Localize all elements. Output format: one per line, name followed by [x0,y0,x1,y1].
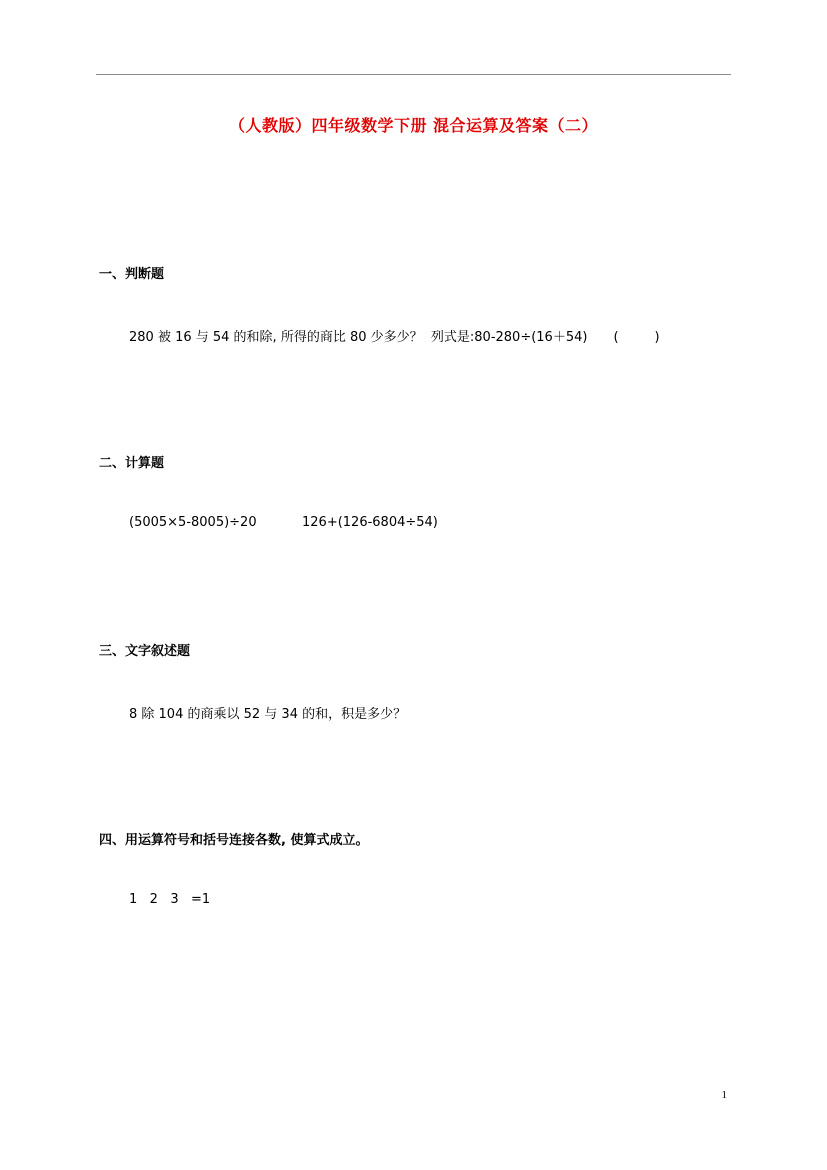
section-3-heading: 三、文字叙述题 [99,644,191,659]
section-4-heading [99,829,368,848]
section-1-question [129,326,660,345]
section-2-heading: 二、计算题 [99,456,165,471]
answer-paren-close: ) [654,330,660,345]
document-title: （人教版）四年级数学下册 混合运算及答案（二） [228,116,599,135]
section-2-expression-1: (5005×5-8005)÷20 [129,515,257,530]
answer-paren-open: ( [613,330,619,345]
section-3-question: 8 除 104 的商乘以 52 与 34 的和，积是多少？ [129,707,407,722]
page-number: 1 [721,1089,727,1101]
section-4-puzzle: 1 2 3 =1 [129,892,211,907]
header-rule [96,74,731,75]
section-1-heading: 一、判断题 [99,267,165,282]
section-4-heading-text: 四、用运算符号和括号连接各数, 使算式成立。 [99,833,369,848]
section-1-question-text: 280 被 16 与 54 的和除, 所得的商比 80 少多少？ 列式是:80-280÷(16＋54) [129,330,588,345]
section-2-expression-2: 126+(126-6804÷54) [302,515,438,530]
